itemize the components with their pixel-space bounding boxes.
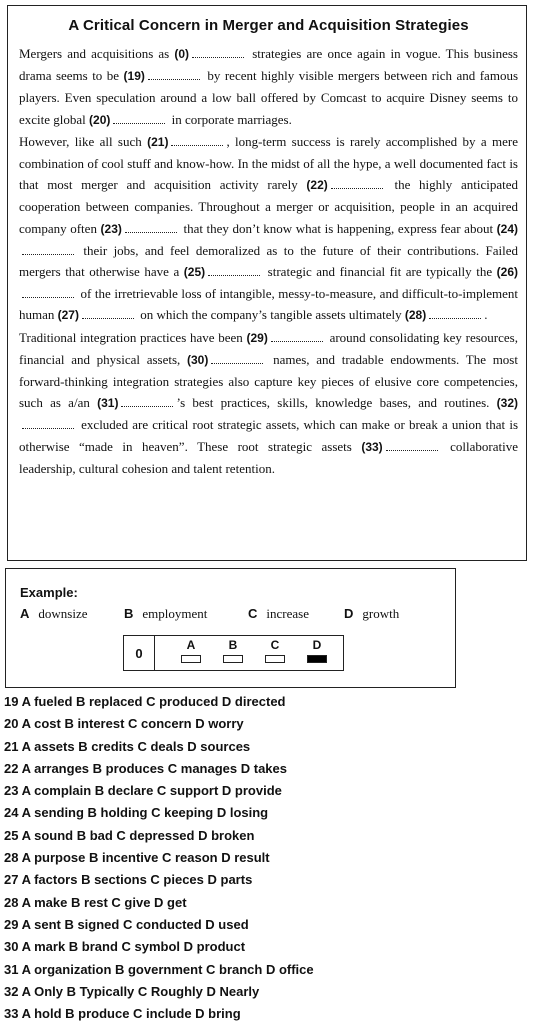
answer-bubble[interactable] <box>307 655 327 663</box>
answer-blank[interactable] <box>125 222 177 233</box>
blank-number: (26) <box>496 265 518 280</box>
blank-number: (33) <box>361 439 383 454</box>
passage-text: strategic and financial fit are typically the <box>263 264 497 280</box>
answer-bubble[interactable] <box>265 655 285 663</box>
answer-blank[interactable] <box>386 440 438 451</box>
question-line: 19 A fueled B replaced C produced D directed <box>4 694 286 709</box>
answer-cell-d[interactable] <box>296 638 338 670</box>
passage-text: Traditional integration practices have been <box>19 329 247 345</box>
answer-bubble[interactable] <box>181 655 201 663</box>
blank-number: (28) <box>404 308 427 323</box>
question-line: 29 A sent B signed C conducted D used <box>4 916 249 932</box>
option-word: growth <box>362 606 400 621</box>
question-line: 22 A arranges B produces C manages D takes <box>4 760 287 776</box>
passage-text: the highly anticipated cooperation between companies. Throughout a merger or acquisition, people in an acquired company often <box>19 177 518 236</box>
example-option-d <box>344 606 399 622</box>
question-line: 31 A organization B government C branch D office <box>4 961 314 977</box>
answer-blank[interactable] <box>121 396 173 407</box>
passage-text: by recent highly visible mergers between rich and famous players. Even speculation around a low ball offered by Comcast to acquire Disney seems to excite global <box>19 68 518 127</box>
example-box <box>5 568 456 688</box>
blank-number: (0) <box>174 47 190 61</box>
option-letter: D <box>344 606 354 621</box>
option-word: downsize <box>38 606 88 621</box>
passage-text: of the irretrievable loss of intangible, messy-to-measure, and difficult-to-implement human <box>19 286 518 323</box>
answer-cell-letter: B <box>228 638 238 652</box>
answer-blank[interactable] <box>271 331 323 342</box>
answer-cell-letter: A <box>186 638 196 652</box>
blank-number: (30) <box>187 352 209 367</box>
option-word: employment <box>142 606 208 621</box>
question-line: 30 A mark B brand C symbol D product <box>4 939 246 955</box>
answer-blank[interactable] <box>22 287 74 298</box>
answer-blank[interactable] <box>331 178 383 189</box>
answer-cell-letter: C <box>270 638 280 652</box>
passage-text: excluded are critical root strategic assets, which can make or break a union that is otherwise “made in heaven”. These root strategic assets <box>19 417 518 454</box>
answer-blank[interactable] <box>429 308 481 319</box>
answer-blank[interactable] <box>208 265 260 276</box>
option-letter: B <box>124 606 134 621</box>
passage-title: A Critical Concern in Merger and Acquisition Strategies <box>68 17 469 34</box>
blank-number: (24) <box>496 221 518 236</box>
question-line: 23 A complain B declare C support D provide <box>4 783 282 799</box>
question-list <box>4 691 534 1025</box>
blank-number: (20) <box>89 112 111 127</box>
answer-bubble[interactable] <box>223 655 243 663</box>
question-line: 32 A Only B Typically C Roughly D Nearly <box>4 983 260 999</box>
question-line: 20 A cost B interest C concern D worry <box>4 716 244 732</box>
question-line: 24 A sending B holding C keeping D losing <box>4 805 269 821</box>
passage-text: that they don’t know what is happening, express fear about <box>179 220 497 236</box>
passage-text: names, and tradable endowments. The most forward-thinking integration strategies also capture key pieces of elusive core competencies, such as a/an <box>19 351 518 411</box>
answer-card <box>123 635 344 671</box>
blank-number: (31) <box>97 396 119 411</box>
answer-blank[interactable] <box>148 69 200 80</box>
passage-body <box>19 43 518 479</box>
answer-blank[interactable] <box>211 353 263 364</box>
blank-number: (27) <box>57 308 79 323</box>
passage-text: strategies are once again in vogue. This business drama seems to be <box>19 46 518 84</box>
example-option-b <box>124 606 248 622</box>
passage-text: . <box>484 307 488 323</box>
option-letter: A <box>20 606 30 621</box>
answer-cell-b[interactable] <box>212 638 254 670</box>
answer-cell-a[interactable] <box>170 638 212 670</box>
answer-blank[interactable] <box>22 244 74 255</box>
passage-box <box>7 5 527 561</box>
question-line: 21 A assets B credits C deals D sources <box>4 738 251 754</box>
passage-text: on which the company’s tangible assets ultimately <box>136 307 405 323</box>
example-option-c <box>248 606 344 622</box>
passage-paragraph <box>19 131 518 327</box>
answer-blank[interactable] <box>113 113 165 124</box>
example-title: Example: <box>20 585 78 600</box>
answer-blank[interactable] <box>22 418 74 429</box>
blank-number: (19) <box>123 69 145 84</box>
blank-number: (22) <box>306 178 328 193</box>
example-options <box>20 606 455 622</box>
question-line: 27 A factors B sections C pieces D parts <box>4 872 253 888</box>
passage-text: However, like all such <box>19 133 148 149</box>
answer-cell-c[interactable] <box>254 638 296 670</box>
blank-number: (29) <box>246 330 268 345</box>
passage-text: in corporate marriages. <box>168 111 292 127</box>
example-option-a <box>20 606 124 622</box>
passage-text: Mergers and acquisitions as <box>19 46 175 61</box>
passage-paragraph <box>19 43 518 131</box>
question-line: 33 A hold B produce C include D bring <box>4 1006 241 1022</box>
blank-number: (21) <box>147 134 169 149</box>
answer-cell-letter: D <box>312 638 322 652</box>
question-line: 28 A purpose B incentive C reason D result <box>4 850 270 866</box>
passage-paragraph <box>19 327 518 479</box>
answer-card-cells <box>155 636 338 670</box>
answer-blank[interactable] <box>192 47 244 58</box>
answer-card-number: 0 <box>124 636 155 670</box>
passage-text: collaborative leadership, cultural cohesion and talent retention. <box>19 438 519 476</box>
answer-blank[interactable] <box>82 308 134 319</box>
question-line: 25 A sound B bad C depressed D broken <box>4 827 255 843</box>
blank-number: (23) <box>100 221 122 236</box>
blank-number: (32) <box>496 396 519 411</box>
blank-number: (25) <box>183 265 206 280</box>
question-line: 28 A make B rest C give D get <box>4 894 187 910</box>
passage-text: ’s best practices, skills, knowledge bases, and routines. <box>176 395 497 411</box>
passage-text: their jobs, and feel demoralized as to the future of their contributions. Failed mergers that otherwise have a <box>19 242 518 280</box>
passage-text: , long-term success is rarely accomplished by a mere combination of cool stuff and know-how. In the midst of all the hype, a well documented fact is that most merger and acquisition activity rarely <box>19 133 518 193</box>
option-word: increase <box>266 606 309 621</box>
answer-blank[interactable] <box>171 135 223 146</box>
passage-text: around consolidating key resources, financial and physical assets, <box>19 329 518 367</box>
option-letter: C <box>248 606 258 621</box>
